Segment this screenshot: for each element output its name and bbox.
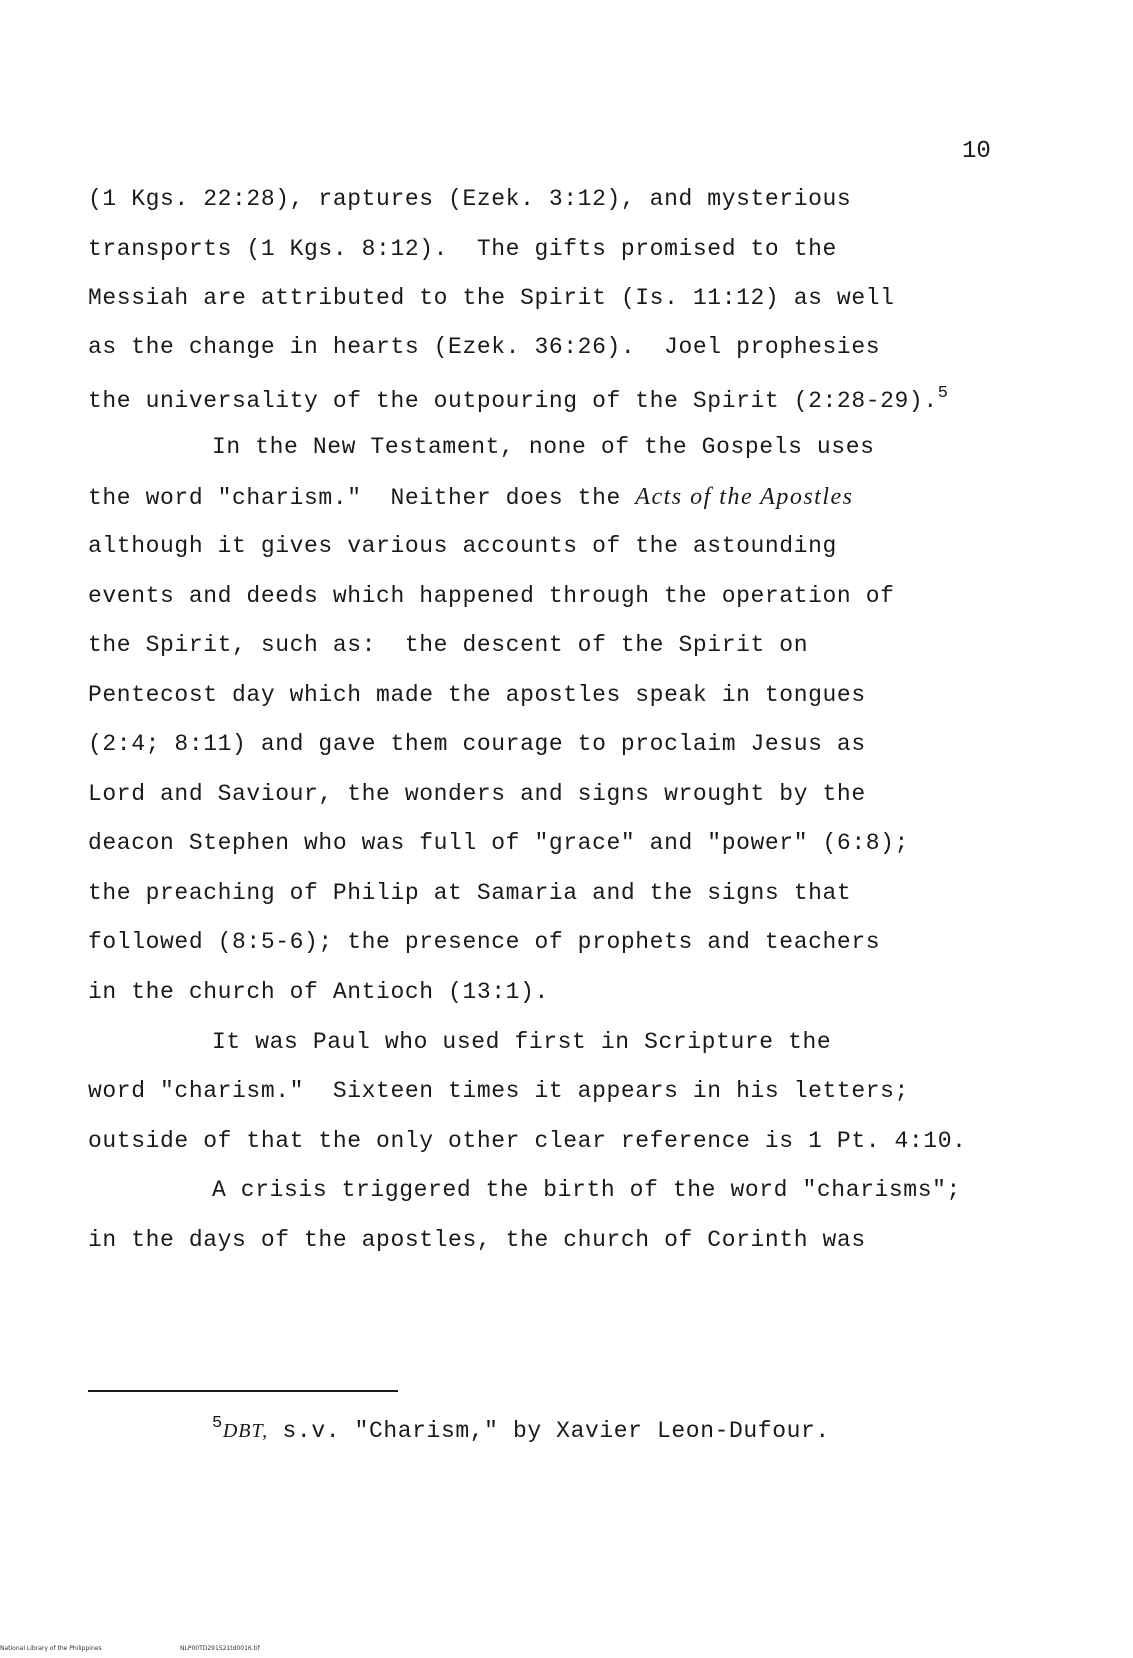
- footnote: [212, 1414, 830, 1444]
- footnote-divider: [88, 1390, 398, 1392]
- text-line: the preaching of Philip at Samaria and the signs that: [88, 880, 852, 906]
- footnote-text: s.v. "Charism," by Xavier Leon-Dufour.: [268, 1418, 830, 1444]
- italic-title: Acts of the Apostles: [635, 484, 854, 510]
- text-line: Pentecost day which made the apostles speak in tongues: [88, 682, 866, 708]
- text-line: followed (8:5-6); the presence of prophets and teachers: [88, 929, 881, 955]
- footer-file-id: NLP00TD291521td0016.tif: [180, 1645, 260, 1652]
- footnote-marker: 5: [212, 1414, 223, 1433]
- text-line: in the church of Antioch (13:1).: [88, 979, 549, 1005]
- text-line-content: the word "charism." Neither does the: [88, 485, 636, 511]
- footer-library-stamp: National Library of the Philippines: [0, 1645, 102, 1652]
- text-line: (1 Kgs. 22:28), raptures (Ezek. 3:12), and mysterious: [88, 186, 852, 212]
- text-line: In the New Testament, none of the Gospels uses: [212, 434, 875, 460]
- text-line: Lord and Saviour, the wonders and signs wrought by the: [88, 781, 866, 807]
- text-line: (2:4; 8:11) and gave them courage to proclaim Jesus as: [88, 731, 866, 757]
- footnote-reference: 5: [937, 384, 949, 403]
- text-line: outside of that the only other clear reference is 1 Pt. 4:10.: [88, 1128, 967, 1154]
- text-line: in the days of the apostles, the church of Corinth was: [88, 1227, 866, 1253]
- text-line: It was Paul who used first in Scripture the: [212, 1029, 832, 1055]
- text-line: although it gives various accounts of the astounding: [88, 533, 837, 559]
- footnote-abbrev: DBT,: [222, 1420, 269, 1442]
- text-line: as the change in hearts (Ezek. 36:26). Joel prophesies: [88, 334, 881, 360]
- text-line: [88, 484, 854, 511]
- text-line-content: the universality of the outpouring of the Spirit (2:28-29).: [88, 388, 938, 414]
- text-line: deacon Stephen who was full of "grace" and "power" (6:8);: [88, 830, 909, 856]
- text-line: [88, 384, 949, 414]
- text-line: the Spirit, such as: the descent of the Spirit on: [88, 632, 809, 658]
- page-number: 10: [962, 138, 991, 165]
- text-line: transports (1 Kgs. 8:12). The gifts promised to the: [88, 236, 837, 262]
- text-line: A crisis triggered the birth of the word "charisms";: [212, 1177, 961, 1203]
- text-line: word "charism." Sixteen times it appears in his letters;: [88, 1078, 909, 1104]
- text-line: Messiah are attributed to the Spirit (Is. 11:12) as well: [88, 285, 895, 311]
- text-line: events and deeds which happened through the operation of: [88, 583, 895, 609]
